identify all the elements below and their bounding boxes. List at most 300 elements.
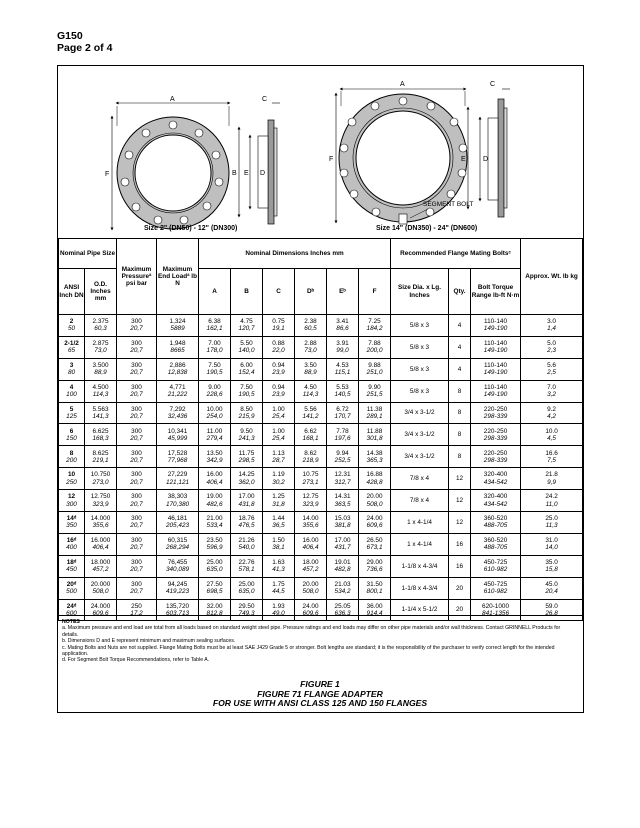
cell-value: 7.00 (208, 340, 221, 348)
note-c: c. Mating Bolts and Nuts are not supplied. Flange Mating Bolts must be at least SAE J429 Grade 5 or stronger. Bolt lengths are standard; it is the responsibility of the purchaser to verify correct length for the intended application. (62, 644, 555, 658)
cell-value: 24ᵈ (66, 602, 77, 610)
table-cell (263, 424, 295, 446)
table-cell (359, 336, 391, 358)
table-cell (471, 490, 521, 512)
cell-metric-value: 168,1 (302, 434, 319, 442)
table-cell (391, 533, 449, 555)
table-cell (521, 358, 583, 380)
cell-metric-value: 431,8 (238, 500, 255, 508)
cell-metric-value: 736,6 (366, 566, 383, 574)
table-cell (359, 468, 391, 490)
cell-value: 2 (69, 318, 74, 326)
table-cell (359, 599, 391, 621)
table-cell (199, 490, 231, 512)
cell-metric-value: 141,2 (302, 413, 319, 420)
table-cell (471, 446, 521, 468)
cell-value: 300 (131, 471, 142, 479)
cell-metric-value: 273,1 (302, 478, 319, 486)
cell-value: 5.50 (240, 340, 253, 348)
table-cell (295, 468, 327, 490)
table-cell (85, 533, 117, 555)
table-cell (231, 315, 263, 337)
cell-metric-value: 673,1 (366, 544, 383, 552)
table-cell (59, 424, 85, 446)
cell-metric-value: 355,6 (92, 522, 109, 530)
table-cell (157, 533, 199, 555)
cell-metric-value: 22,0 (272, 347, 285, 355)
table-cell (157, 468, 199, 490)
table-cell (117, 380, 157, 402)
cell-value: 16.00 (302, 537, 319, 545)
cell-value: 7,292 (169, 405, 186, 413)
table-cell (359, 424, 391, 446)
cell-metric-value: 268,294 (165, 544, 190, 552)
cell-value: 31.50 (366, 580, 383, 588)
cell-metric-value: 60,3 (94, 325, 107, 333)
cell-metric-value: 323,9 (92, 500, 109, 508)
table-cell (521, 490, 583, 512)
cell-value: 0.94 (272, 383, 285, 391)
cell-metric-value: 115,1 (334, 369, 351, 377)
cell-metric-value: 419,223 (165, 588, 190, 596)
cell-value: 2-1/2 (64, 340, 79, 348)
cell-value: 1,324 (169, 318, 186, 326)
cell-metric-value: 812,8 (206, 610, 223, 618)
cell-metric-value: 298-339 (483, 413, 508, 420)
cell-value: 12.75 (302, 493, 319, 501)
cell-metric-value: 14,0 (545, 544, 558, 552)
cell-value: 7/8 x 4 (409, 475, 430, 483)
cell-value: 38,303 (167, 493, 188, 501)
table-cell (449, 424, 471, 446)
cell-metric-value: 17,2 (130, 610, 143, 618)
table-cell (59, 358, 85, 380)
cell-metric-value: 323,9 (302, 500, 319, 508)
cell-metric-value: 200,0 (366, 347, 383, 355)
table-cell (263, 577, 295, 599)
cell-metric-value: 20,7 (130, 522, 143, 530)
cell-metric-value: 80 (67, 369, 76, 377)
cell-metric-value: 450 (66, 566, 77, 574)
table-cell (85, 468, 117, 490)
cell-value: 8 (457, 453, 462, 461)
cell-value: 1,948 (169, 340, 186, 348)
table-row (59, 577, 583, 599)
cell-metric-value: 508,0 (92, 588, 109, 596)
small-flange-caption: Size 2" (DN50) - 12" (DN300) (144, 225, 238, 232)
header-max-pressure: Maximum Pressureª psi bar (117, 239, 157, 315)
cell-value: 27.50 (206, 580, 223, 588)
table-cell (117, 533, 157, 555)
cell-value: 1.75 (272, 580, 285, 588)
cell-metric-value: 457,2 (302, 566, 319, 574)
cell-metric-value: 20,7 (130, 566, 143, 574)
table-row (59, 446, 583, 468)
cell-value: 10,341 (167, 427, 188, 435)
table-cell (59, 315, 85, 337)
table-cell (471, 315, 521, 337)
cell-value: 17,528 (167, 449, 188, 457)
cell-metric-value: 301,8 (366, 434, 383, 442)
cell-value: 16.000 (90, 537, 111, 545)
cell-metric-value: 20,7 (130, 456, 143, 464)
table-cell (471, 577, 521, 599)
cell-metric-value: 11,0 (545, 500, 558, 508)
cell-value: 9.2 (547, 405, 556, 413)
cell-value: 110-140 (484, 340, 508, 348)
cell-metric-value: 121,121 (165, 478, 190, 486)
table-cell (327, 402, 359, 424)
cell-metric-value: 540,0 (238, 544, 255, 552)
cell-value: 1-1/4 x 5-1/2 (401, 606, 438, 614)
cell-metric-value: 20,7 (130, 478, 143, 486)
table-body (59, 315, 583, 621)
cell-metric-value: 603,713 (165, 610, 190, 618)
cell-metric-value: 4,2 (547, 413, 556, 420)
cell-metric-value: 114,3 (92, 391, 109, 399)
cell-value: 60,315 (167, 537, 188, 545)
cell-metric-value: 73,0 (94, 347, 107, 355)
table-row (59, 358, 583, 380)
table-row (59, 336, 583, 358)
table-cell (85, 315, 117, 337)
cell-value: 4,771 (169, 383, 186, 391)
cell-metric-value: 141,3 (92, 413, 109, 420)
table-cell (199, 468, 231, 490)
cell-metric-value: 88,9 (304, 369, 317, 377)
cell-metric-value: 273,0 (92, 478, 109, 486)
cell-value: 11.88 (366, 427, 383, 435)
cell-value: 5 (69, 405, 74, 413)
cell-value: 320-400 (483, 493, 508, 501)
header-od: O.D. Inches mm (85, 269, 117, 315)
dim-label-e-large: E (461, 156, 466, 163)
cell-metric-value: 77,968 (167, 456, 188, 464)
table-cell (157, 402, 199, 424)
table-cell (199, 358, 231, 380)
cell-value: 3.91 (336, 340, 349, 348)
cell-value: 1.00 (272, 427, 285, 435)
cell-metric-value: 254,0 (206, 413, 223, 420)
cell-value: 2.875 (92, 340, 109, 348)
table-cell (199, 599, 231, 621)
dim-label-a: A (170, 96, 175, 103)
table-cell (199, 577, 231, 599)
header-recommended-bolts: Recommended Flange Mating Boltsᶜ (391, 239, 521, 269)
cell-value: 25.0 (545, 515, 558, 523)
cell-metric-value: 149-190 (483, 325, 508, 333)
cell-value: 7.78 (336, 427, 349, 435)
cell-metric-value: 636,3 (334, 610, 351, 618)
table-cell (199, 512, 231, 534)
page-number: Page 2 of 4 (57, 42, 113, 54)
cell-value: 9.00 (208, 383, 221, 391)
table-cell (199, 402, 231, 424)
notes-section (62, 619, 578, 664)
cell-value: 3.41 (336, 318, 349, 326)
cell-metric-value: 162,1 (206, 325, 223, 333)
cell-metric-value: 215,9 (238, 413, 255, 420)
cell-metric-value: 28,7 (272, 456, 285, 464)
cell-value: 300 (131, 427, 142, 435)
table-cell (295, 512, 327, 534)
cell-value: 360-520 (483, 537, 508, 545)
table-cell (117, 599, 157, 621)
table-cell (521, 402, 583, 424)
cell-metric-value: 228,6 (206, 391, 223, 399)
table-cell (521, 446, 583, 468)
cell-value: 1-1/8 x 4-3/4 (401, 584, 438, 592)
cell-value: 1.19 (272, 471, 285, 479)
cell-metric-value: 9,9 (547, 478, 556, 486)
cell-value: 135,720 (165, 602, 190, 610)
table-cell (471, 380, 521, 402)
cell-metric-value: 428,8 (366, 478, 383, 486)
large-flange-caption: Size 14" (DN350) - 24" (DN600) (376, 225, 478, 232)
cell-value: 5.0 (547, 340, 556, 348)
table-cell (263, 336, 295, 358)
header-bolt-qty: Qty. (449, 269, 471, 315)
cell-metric-value: 25,4 (272, 413, 285, 420)
large-flange-drawing (329, 81, 473, 224)
cell-value: 2.88 (304, 340, 317, 348)
cell-value: 360-520 (483, 515, 508, 523)
table-cell (327, 336, 359, 358)
cell-metric-value: 25,4 (272, 434, 285, 442)
cell-value: 300 (131, 559, 142, 567)
cell-value: 250 (131, 602, 142, 610)
cell-metric-value: 99,0 (336, 347, 349, 355)
cell-value: 4 (457, 343, 462, 351)
table-cell (263, 380, 295, 402)
table-row (59, 599, 583, 621)
table-cell (59, 446, 85, 468)
cell-value: 8.50 (240, 405, 253, 413)
cell-metric-value: 635,0 (238, 588, 255, 596)
table-cell (449, 358, 471, 380)
table-cell (521, 468, 583, 490)
dim-label-c: C (262, 96, 268, 103)
cell-metric-value: 610-982 (483, 566, 508, 574)
table-cell (391, 380, 449, 402)
cell-value: 1.00 (272, 405, 285, 413)
cell-value: 2,886 (169, 362, 186, 370)
table-cell (327, 424, 359, 446)
cell-metric-value: 20,7 (130, 544, 143, 552)
table-cell (157, 358, 199, 380)
table-cell (359, 446, 391, 468)
cell-value: 3 (69, 362, 74, 370)
cell-value: 5.6 (547, 362, 556, 370)
table-cell (231, 468, 263, 490)
cell-metric-value: 15,8 (545, 566, 558, 574)
cell-value: 5/8 x 3 (409, 387, 430, 395)
table-cell (327, 512, 359, 534)
cell-metric-value: 488-705 (483, 522, 508, 530)
table-row (59, 424, 583, 446)
table-cell (521, 380, 583, 402)
cell-metric-value: 3,2 (547, 391, 556, 399)
cell-value: 4 (69, 383, 74, 391)
table-cell (359, 555, 391, 577)
cell-metric-value: 20,4 (545, 588, 558, 596)
cell-metric-value: 32,436 (167, 413, 188, 420)
cell-value: 7.88 (368, 340, 381, 348)
cell-value: 3/4 x 3-1/2 (404, 431, 435, 439)
cell-metric-value: 205,423 (165, 522, 190, 530)
cell-value: 23.50 (206, 537, 223, 545)
cell-value: 15.03 (334, 515, 351, 523)
table-cell (449, 315, 471, 337)
table-cell (263, 315, 295, 337)
cell-value: 16.00 (206, 471, 223, 479)
cell-value: 94,245 (167, 580, 188, 588)
table-cell (327, 446, 359, 468)
cell-metric-value: 150 (66, 434, 77, 442)
cell-metric-value: 44,5 (272, 588, 285, 596)
cell-metric-value: 342,9 (206, 456, 223, 464)
table-cell (359, 358, 391, 380)
header-bolt-torque: Bolt Torque Range lb-ft N·m (471, 269, 521, 315)
cell-metric-value: 610-982 (483, 588, 508, 596)
cell-metric-value: 298,5 (238, 456, 255, 464)
cell-value: 20.00 (366, 493, 383, 501)
table-cell (157, 490, 199, 512)
cell-value: 1.44 (272, 515, 285, 523)
table-cell (59, 533, 85, 555)
cell-value: 13.50 (206, 449, 223, 457)
cell-value: 320-400 (483, 471, 508, 479)
cell-value: 110-140 (484, 383, 508, 391)
dim-label-a-large: A (400, 81, 405, 88)
cell-metric-value: 26,8 (545, 610, 558, 618)
table-cell (157, 315, 199, 337)
cell-value: 25.00 (206, 559, 223, 567)
cell-value: 2.375 (92, 318, 109, 326)
cell-value: 1-1/8 x 4-3/4 (401, 562, 438, 570)
table-cell (471, 599, 521, 621)
header-bolt-size: Size Dia. x Lg. Inches (391, 269, 449, 315)
cell-value: 10 (67, 471, 76, 479)
table-cell (59, 599, 85, 621)
cell-metric-value: 2,3 (547, 347, 556, 355)
cell-value: 300 (131, 493, 142, 501)
table-cell (117, 358, 157, 380)
table-cell (157, 336, 199, 358)
cell-metric-value: 20,7 (130, 369, 143, 377)
cell-value: 300 (131, 515, 142, 523)
cell-value: 4.500 (92, 383, 109, 391)
cell-metric-value: 20,7 (130, 325, 143, 333)
table-cell (199, 315, 231, 337)
table-cell (391, 555, 449, 577)
cell-metric-value: 363,5 (334, 500, 351, 508)
table-cell (449, 468, 471, 490)
cell-value: 3/4 x 3-1/2 (404, 409, 435, 417)
cell-metric-value: 152,4 (238, 369, 255, 377)
header-nominal-dimensions: Nominal Dimensions Inches mm (199, 239, 391, 269)
cell-metric-value: 168,3 (92, 434, 109, 442)
cell-value: 7.0 (547, 383, 556, 391)
table-cell (157, 555, 199, 577)
table-cell (391, 402, 449, 424)
header-nominal-pipe-size: Nominal Pipe Size (59, 239, 117, 269)
cell-value: 6.72 (336, 405, 349, 413)
cell-value: 0.94 (272, 362, 285, 370)
notes-title: NOTES (62, 619, 80, 625)
table-cell (359, 315, 391, 337)
table-cell (295, 315, 327, 337)
cell-value: 16ᵈ (66, 537, 77, 545)
cell-value: 300 (131, 318, 142, 326)
cell-value: 300 (131, 537, 142, 545)
cell-metric-value: 251,5 (366, 391, 383, 399)
cell-value: 45.0 (545, 580, 558, 588)
cell-metric-value: 184,2 (366, 325, 383, 333)
cell-value: 14.000 (90, 515, 111, 523)
cell-metric-value: 50 (67, 325, 76, 333)
table-cell (85, 446, 117, 468)
header-dim-d: Dᵇ (295, 269, 327, 315)
cell-value: 300 (131, 580, 142, 588)
table-cell (59, 336, 85, 358)
table-cell (295, 577, 327, 599)
cell-metric-value: 140,0 (238, 347, 255, 355)
table-cell (199, 424, 231, 446)
table-cell (59, 555, 85, 577)
figure-number: FIGURE 1 (300, 679, 340, 689)
table-cell (295, 402, 327, 424)
figure-frame (57, 65, 584, 713)
table-cell (199, 533, 231, 555)
table-cell (59, 380, 85, 402)
cell-metric-value: 578,1 (238, 566, 255, 574)
document-code: G150 (57, 30, 83, 42)
table-cell (327, 358, 359, 380)
table-cell (59, 402, 85, 424)
table-cell (199, 555, 231, 577)
cell-metric-value: 170,380 (165, 500, 190, 508)
dim-label-d: D (260, 170, 266, 177)
cell-metric-value: 41,3 (272, 566, 285, 574)
dim-label-b: B (232, 170, 237, 177)
table-row (59, 315, 583, 337)
small-flange-side-view (232, 96, 280, 224)
cell-value: 36.00 (366, 602, 383, 610)
cell-value: 5/8 x 3 (409, 343, 430, 351)
table-cell (471, 358, 521, 380)
table-cell (231, 446, 263, 468)
table-cell (295, 424, 327, 446)
table-cell (117, 402, 157, 424)
cell-value: 20 (455, 584, 464, 592)
cell-metric-value: 434-542 (483, 500, 508, 508)
table-cell (449, 599, 471, 621)
cell-metric-value: 298-339 (483, 456, 508, 464)
cell-value: 14.38 (366, 449, 383, 457)
table-cell (391, 599, 449, 621)
cell-metric-value: 20,7 (130, 347, 143, 355)
table-cell (449, 336, 471, 358)
table-cell (117, 446, 157, 468)
table-cell (263, 599, 295, 621)
cell-value: 6.625 (92, 427, 109, 435)
cell-metric-value: 596,9 (206, 544, 223, 552)
cell-value: 17.00 (238, 493, 255, 501)
cell-value: 10.00 (206, 405, 223, 413)
table-cell (471, 533, 521, 555)
cell-metric-value: 841-1356 (482, 610, 510, 618)
